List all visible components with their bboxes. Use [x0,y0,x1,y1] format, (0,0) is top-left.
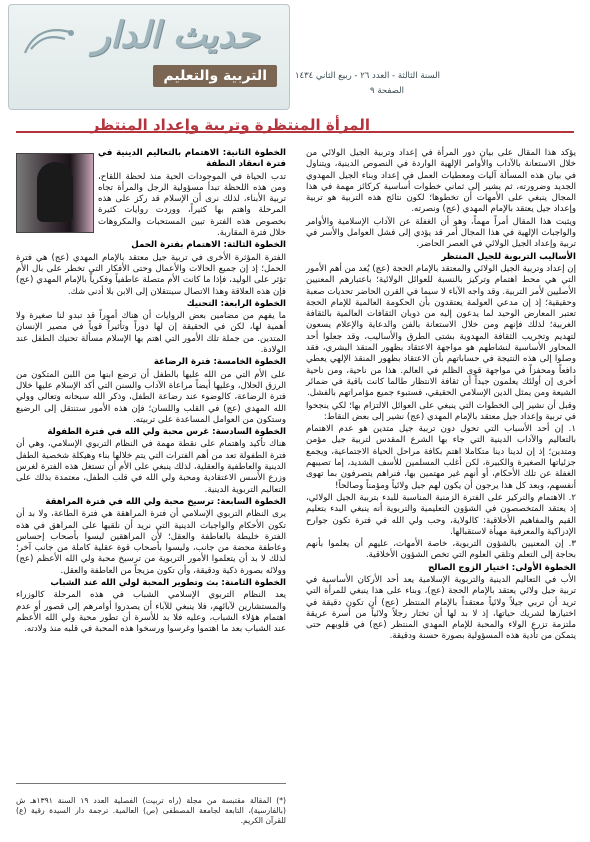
section-heading: الخطوة الرابعة: التحنيك [186,298,286,309]
paragraph: ما يفهم من مضامين بعض الروايات أن هناك أموراً قد تبدو لنا صغيرة ولا أهمية لها، لكن في الحقيقة إن لها دوراً وتأثيراً قوياً في مصير الإنسان المتدين. من جملة تلك الأمور التي اهتم بها الإسلام مسألة تحنيك الطفل عند الولادة. [16,311,286,356]
paragraph: يؤكد هذا المقال على بيان دور المرأة في إعداد وتربية الجيل الولائي من خلال الاستعانة بالآداب والأوامر الإلهية الواردة في النصوص الدينية، ويتناول في بيان هذه المسألة آليات ومعطيات العمل في إعداد وبناء الجيل المهدوي الجديد وضرورته، ثم يشير إلى ثماني خطوات أساسية كركائز مهمة في هذا المجال ينبغي على الأمهات أن تخطوها؛ لكون نتائج هذه التربية هو تربية وإعداد جيل يعتقد بالإمام المهدي (عج) ونصرته. [306,148,576,215]
paragraph: إن إعداد وتربية الجيل الولائي والمعتقد بالإمام الحجة (عج) يُعد من أهم الأمور التي هي محط اهتمام وتركيز بالنسبة للعوائل الولائية؛ باعتبارهم المعنيين الأصليين لأمر التربية. وقد واجه الآباء لا سيما في القرن الحاضر تحديات صعبة وحقيقية؛ إذ إن مدعي العولمة يعتقدون بأن الحكومة العالمية للإمام الحجة تعتبر المعارض الوحيد لما يدعون إليه من ذوبان الثقافات العالمية بالثقافة الغربية؛ لذلك فإنهم ومن خلال الاستعانة بالفن والدعاية والإعلام يسعون لتهديم وتخريب الثقافة المهدوية بشتى الطرق والأساليب، وقد جعلوا أحد المحاور الأساسية لنشاطهم هو مواجهة الاعتقاد بظهور المنقذ البشري، فقد وصلوا إلى هذه النتيجة في حساباتهم بأن الاعتقاد بظهور المنقذ الإلهي يعطي دافعاً ومحفزاً في مواجهة قوى الظلم في العالم. هذا من ناحية، ومن ناحية أخرى إن أولئك يعلمون جيداً أن ثقافة الانتظار طالما كانت باقية في ضمائر الشيعة ومن يمثل الدين الإسلامي الحقيقي، فستبوء جميع مؤامراتهم بالفشل. [306,263,576,399]
section-label: التربية والتعليم [153,65,277,87]
paragraph: الفترة المؤثرة الأخرى في تربية جيل معتقد بالإمام المهدي (عج) هي فترة الحمل؛ إذ إن جميع الحالات والأعمال وحتى الأفكار التي تخطر على بال الأم تؤثر على الوليد، فإذا ما كانت الأم متصلة عاطفياً وفكرياً بالإمام المهدي (عج) فإن هذه العلاقة وهذا الاتصال سينتقلان إلى الابن بلا أدنى شك. [16,252,286,297]
paragraph: على الأم التي من الله عليها بالطفل أن ترضع ابنها من اللبن المتكون من الرزق الحلال، وعليها أيضاً مراعاة الآداب والسنن التي أكد الإسلام عليها خلال فترة الرضاعة، كالوضوء عند رضاعة الطفل، وذكر الله سبحانه وتعالى وولي الله المهدي (عج) في القلب واللسان؛ فإن هذه الأمور ستنتقل إلى الرضيع وستكون من العوامل المساعدة على تربيته. [16,369,286,425]
paragraph: وقبل أن نشير إلى الخطوات التي ينبغي على العوائل الالتزام بها؛ لكي ينجحوا في تربية وإعداد جيل معتقد بالإمام المهدي (عج) نشير إلى بعض النقاط: [306,400,576,422]
section-heading: الخطوة الثالثة: الاهتمام بفترة الحمل [131,240,286,251]
paragraph: تدب الحياة في الموجودات الحية منذ لحظة اللقاح، ومن هذه اللحظة تبدأ مسؤولية الرجل والمرأة تجاه تربية الأبناء، لذلك نرى أن الإسلام قد ركز على هذه المرحلة واهتم بها كثيراً، ووردت روايات كثيرة بخصوص هذه الفترة تبين المستحبات والمكروهات خلال فترة المقاربة. [98,171,286,239]
section-heading: الخطوة الثامنة: بث وتطوير المحبة لولي الله عند الشباب [50,577,286,588]
section-heading: الخطوة السابعة: ترسيخ محبة ولي الله في فترة المراهقة [45,496,286,507]
footnote-divider [16,783,286,784]
masthead [0,0,590,120]
page-number: الصفحة ٩ [370,86,404,96]
section-heading: الأساليب التربوية للجيل المنتظر [441,251,576,262]
paragraph: هناك تأكيد واهتمام على نقطة مهمة في النظام التربوي الإسلامي، وهي أن فترة الطفولة تعد من أهم الفترات التي يتم خلالها بناء وهيكلة شخصية الطفل الدينية والعاطفية والعقلية، لذلك ينبغي على الأم أن تستغل هذه الفترة لغرس وزرع الأسس الاعتقادية ومحبة ولي الله في قلب الطفل، معتمدة بذلك على التعاليم التربوية الدينية. [16,439,286,495]
footnote: (*) المقالة مقتبسة من مجلة (راه تربيت) الفصلية العدد ١٩ السنة ١٣٩١هـ ش (بالفارسية)، التابعة لجامعة المصطفى (ص) العالمية. ترجمة دار السيدة رقية (ع) للقرآن الكريم. [16,796,286,825]
ornament-icon [21,23,77,59]
paragraph: ١. إن أحد الأسباب التي تحول دون تربية جيل متدين هو عدم الاهتمام بالتعاليم والآداب الدينية التي جاء بها الشرع المقدس لتربية جيل مؤمن ومتدين؛ إذ إن لدينا دينا متكاملا اهتم بكافة مراحل الحياة الاجتماعية، ويجمع جزئياتها الصغيرة والكبيرة، لكن أغلب المسلمين للأسف الشديد، إما تصيبهم الغفلة عن تلك الأحكام، أو أنهم غير مهتمين بها، فنراهم يتصرفون بما تهوى أنفسهم، وبعد كل هذا يرجون أن يكون لهم جيل ولائياً ومؤمناً وصالحاً! [306,424,576,491]
column-left-wrapped [98,148,286,239]
section-heading: الخطوة الثانية: الاهتمام بالتعاليم الدينية في فترة انعقاد النطفة [98,148,286,170]
paragraph: ٢. الاهتمام والتركيز على الفترة الزمنية المناسبة للبدء بتربية الجيل الولائي، إذ يعتقد المتخصصون في الشؤون التعليمية والتربوية أنه ينبغي البدء بتعليم القيم والمفاهيم الأخلاقية: كالولاية، وحب ولي الله في فترة تكون جوارح الإدراكية والمعرفية مهيأة لاستقبالها. [306,492,576,537]
magazine-logo: حديث الدار [92,14,260,56]
section-heading: الخطوة الخامسة: فترة الرضاعة [153,357,286,368]
section-heading: الخطوة السادسة: غرس محبة ولي الله في فترة الطفولة [47,427,286,438]
paragraph: يرى النظام التربوي الإسلامي أن فترة المراهقة هي فترة الطاعة، ولا بد أن تكون الأحكام والواجبات الدينية التي نريد أن نلقيها على المراهق في هذه الفترة خليطة بالعاطفة والعقل؛ لأن المراهقين ليسوا بأصحاب إحساس وعاطفة محضة من جانب، وليسوا بأصحاب قوة عقلية كاملة من جانب آخر؛ لذلك لا بد أن يتعلموا الأمور التربوية من ترسيخ محبة ولي الله الأعظم (عج) وولائه بصورة ذكية ودقيقة، وأن تكون مزيجاً من العاطفة والعقل. [16,509,286,576]
paragraph: الأب في التعاليم الدينية والتربوية الإسلامية يعد أحد الأركان الأساسية في تربية جيل ولائي يعتقد بالإمام الحجة (عج)، وبناء على هذا ينبغي للمرأة التي تريد أن تربي جيلاً ولائياً معتقداً بالإمام المنتظر (عج) أن تكون دقيقة في اختيارها لشريك حياتها، إذ لا بد لها أن تختار رجلاً ولائياً من أسرة عريقة ملتزمة تزرع الولاء والمحبة للإمام المهدي المنتظر (عج) في قلوبهم حتى يتمكن من تأدية هذه المسؤولية بصورة حسنة ودقيقة. [306,574,576,642]
paragraph: ٣. إن المعنيين بالشؤون التربوية، خاصة الأمهات، عليهم أن يعلموا بأنهم بحاجة إلى التعلم وتلقي العلوم التي تخص الشؤون الأخلاقية. [306,539,576,561]
issue-line: السنة الثالثة - العدد ٢٦ - ربيع الثاني ١٤٣٤ [294,71,440,81]
masthead-panel [8,4,290,110]
article-title: المرأة المنتظرة وتربية وإعداد المنتظر [90,116,370,134]
section-heading: الخطوة الأولى: اختيار الزوج الصالح [428,562,576,573]
article-column-left [16,148,286,636]
column-left-body [16,240,286,635]
paragraph: ويثبت هذا المقال أمراً مهماً، وهو أن الغفلة عن الآداب الإسلامية والأوامر والواجبات الإلهية في هذا المجال أمر قد يؤدي إلى فشل العوامل والأسر في تربية وإعداد الجيل الولائي في العصر الحاضر. [306,216,576,250]
paragraph: يعد النظام التربوي الإسلامي الشباب في هذه المرحلة كالوزراء والمستشارين لآبائهم، فلا ينبغي للآباء أن يصدروا أوامرهم إلى قصور أو عدم اهتمام هؤلاء الشباب، وعليه فلا بد للأسرة أن تطور محبة ولي الله الأعظم عند الشباب بعد ما اهتموا وغرسوا ورسخوا هذه المحبة في قلبه منذ ولادته. [16,590,286,635]
article-column-right [306,148,576,644]
